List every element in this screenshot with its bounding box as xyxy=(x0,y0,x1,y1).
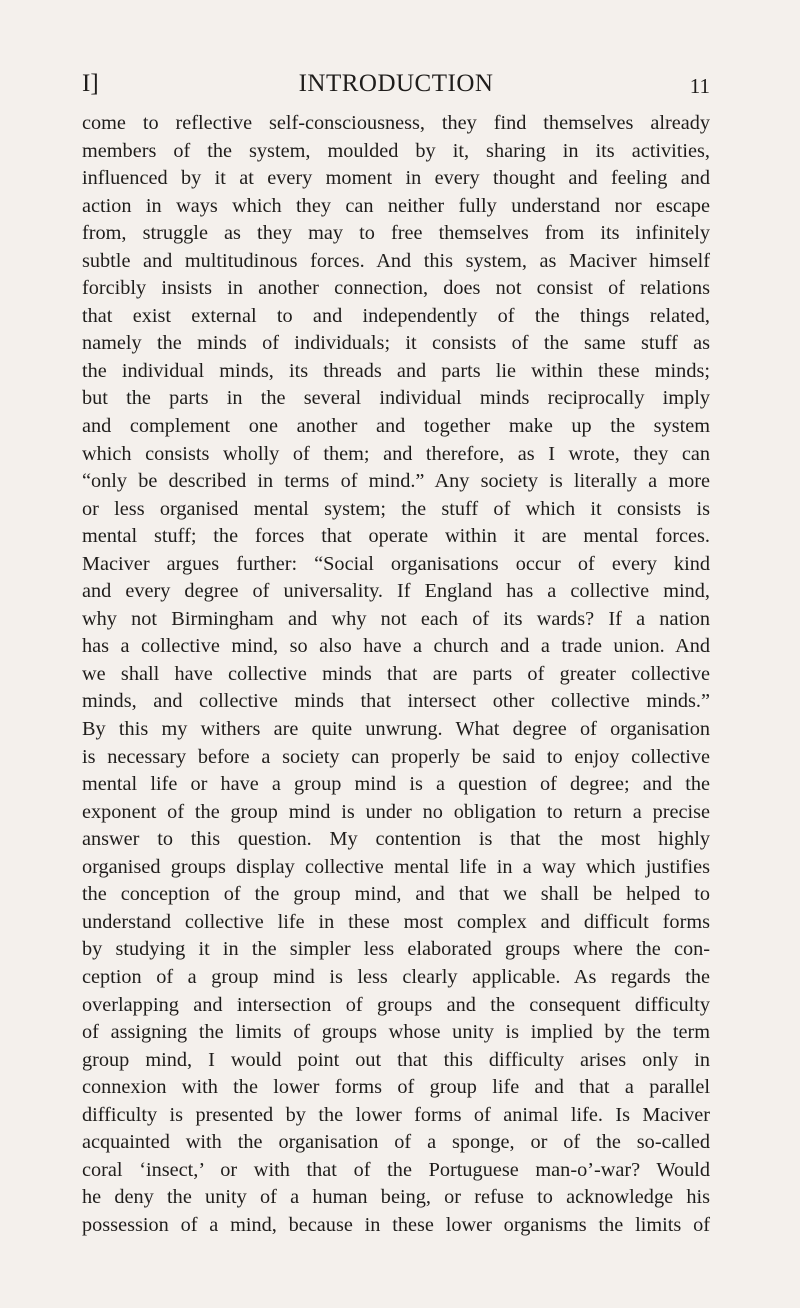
running-title: INTRODUCTION xyxy=(298,70,494,97)
text-line: understand collective life in these most complex and difficult forms xyxy=(82,910,710,933)
text-line: difficulty is presented by the lower forms of animal life. Is Maciver xyxy=(82,1103,710,1126)
text-line: is necessary before a society can properly be said to enjoy collective xyxy=(82,745,710,768)
text-line: By this my withers are quite unwrung. What degree of organisation xyxy=(82,718,710,741)
text-line: acquainted with the organisation of a sponge, or of the so-called xyxy=(82,1131,710,1154)
text-line: and every degree of universality. If England has a collective mind, xyxy=(82,580,710,603)
text-line: organised groups display collective mental life in a way which justifies xyxy=(82,855,710,878)
text-line: come to reflective self-consciousness, they find themselves already xyxy=(82,112,710,134)
text-line: we shall have collective minds that are parts of greater collective xyxy=(82,662,710,685)
text-line: members of the system, moulded by it, sharing in its activities, xyxy=(82,139,710,162)
text-line: that exist external to and independently of the things related, xyxy=(82,304,710,327)
text-line: which consists wholly of them; and therefore, as I wrote, they can xyxy=(82,442,710,465)
text-line: the conception of the group mind, and that we shall be helped to xyxy=(82,883,710,906)
text-line: namely the minds of individuals; it consists of the same stuff as xyxy=(82,332,710,355)
text-line: overlapping and intersection of groups and the consequent difficulty xyxy=(82,993,710,1016)
text-line: minds, and collective minds that intersect other collective minds.” xyxy=(82,690,710,713)
text-line: the individual minds, its threads and parts lie within these minds; xyxy=(82,359,710,382)
text-line: “only be described in terms of mind.” Any society is literally a more xyxy=(82,470,710,493)
text-line: but the parts in the several individual minds reciprocally imply xyxy=(82,387,710,410)
text-line: of assigning the limits of groups whose unity is implied by the term xyxy=(82,1021,710,1044)
text-line: subtle and multitudinous forces. And this system, as Maciver himself xyxy=(82,249,710,272)
chapter-marker: I] xyxy=(82,70,99,97)
text-line: and complement one another and together make up the system xyxy=(82,415,710,438)
text-line: Maciver argues further: “Social organisations occur of every kind xyxy=(82,552,710,575)
text-line: group mind, I would point out that this difficulty arises only in xyxy=(82,1048,710,1071)
text-line: mental stuff; the forces that operate within it are mental forces. xyxy=(82,525,710,548)
text-line: from, struggle as they may to free themselves from its infinitely xyxy=(82,222,710,245)
text-line: possession of a mind, because in these lower organisms the limits of xyxy=(82,1213,710,1236)
text-line: forcibly insists in another connection, does not consist of relations xyxy=(82,277,710,300)
text-line: mental life or have a group mind is a question of degree; and the xyxy=(82,773,710,796)
text-line: he deny the unity of a human being, or refuse to acknowledge his xyxy=(82,1186,710,1209)
text-line: by studying it in the simpler less elaborated groups where the con- xyxy=(82,938,710,961)
running-header xyxy=(82,64,710,104)
text-line: influenced by it at every moment in every thought and feeling and xyxy=(82,167,710,190)
text-line: answer to this question. My contention is that the most highly xyxy=(82,828,710,851)
text-line: exponent of the group mind is under no obligation to return a precise xyxy=(82,800,710,823)
text-line: why not Birmingham and why not each of its wards? If a nation xyxy=(82,607,710,630)
text-line: ception of a group mind is less clearly applicable. As regards the xyxy=(82,965,710,988)
body-text xyxy=(82,110,710,1239)
text-line: coral ‘insect,’ or with that of the Portuguese man-o’-war? Would xyxy=(82,1158,710,1181)
text-line: has a collective mind, so also have a church and a trade union. And xyxy=(82,635,710,658)
page-number: 11 xyxy=(689,74,710,98)
text-line: or less organised mental system; the stuff of which it consists is xyxy=(82,497,710,520)
text-line: action in ways which they can neither fully understand nor escape xyxy=(82,194,710,217)
text-line: connexion with the lower forms of group life and that a parallel xyxy=(82,1076,710,1099)
